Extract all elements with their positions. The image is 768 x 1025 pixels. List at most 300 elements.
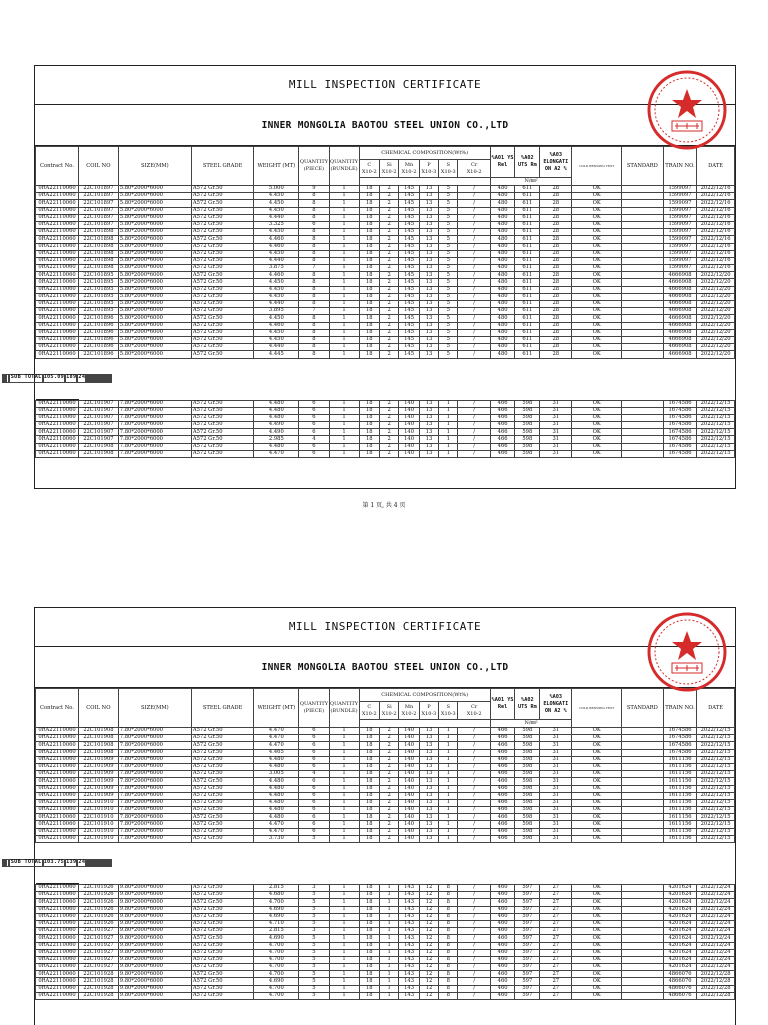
table-cell: A572 Gr.50 xyxy=(191,257,253,264)
table-cell xyxy=(621,301,663,308)
table-cell: 4.710 xyxy=(254,920,299,927)
table-cell: 31 xyxy=(540,414,572,421)
table-cell: 140 xyxy=(399,414,419,421)
table-cell: 28 xyxy=(540,315,572,322)
unit-label: N/㎜² xyxy=(490,720,572,728)
table-cell: 1599097 xyxy=(663,257,696,264)
table-cell: 466 xyxy=(490,756,515,763)
table-cell: 3 xyxy=(299,928,329,935)
table-cell: / xyxy=(458,236,490,243)
table-cell: 145 xyxy=(399,250,419,257)
table-cell: 22C101907 xyxy=(79,407,119,414)
table-cell: 22C101908 xyxy=(79,742,119,749)
table-cell xyxy=(621,443,663,450)
table-cell: 3.895 xyxy=(254,308,299,315)
table-cell: 4.700 xyxy=(254,899,299,906)
table-cell: 466 xyxy=(490,742,515,749)
table-cell: 598 xyxy=(515,407,540,414)
table-cell: 22C101898 xyxy=(79,243,119,250)
table-cell: 466 xyxy=(490,792,515,799)
table-cell: / xyxy=(458,899,490,906)
table-cell: 598 xyxy=(515,735,540,742)
table-cell: 597 xyxy=(515,906,540,913)
table-cell: 1 xyxy=(329,450,359,457)
table-cell: 1 xyxy=(439,414,458,421)
table-cell: 140 xyxy=(399,735,419,742)
table-cell: 13 xyxy=(419,828,438,835)
table-cell: 4666908 xyxy=(663,322,696,329)
table-cell: 1 xyxy=(380,928,399,935)
table-cell: OK xyxy=(572,200,621,207)
table-cell: / xyxy=(458,735,490,742)
table-cell: 0RA22110060 xyxy=(36,407,79,414)
col-coil: COIL NO xyxy=(79,689,119,728)
table-cell: 1 xyxy=(329,949,359,956)
table-cell: 2022/12/20 xyxy=(697,308,735,315)
table-cell: 2 xyxy=(380,322,399,329)
table-cell: 22C101895 xyxy=(79,286,119,293)
table-cell: 18 xyxy=(359,978,379,985)
table-cell: 12 xyxy=(419,971,438,978)
table-cell: 1 xyxy=(329,243,359,250)
table-cell: 12 xyxy=(419,892,438,899)
table-cell: 4.450 xyxy=(254,315,299,322)
table-cell: 611 xyxy=(515,186,540,193)
table-cell: 22C101895 xyxy=(79,279,119,286)
table-cell: 0RA22110060 xyxy=(36,422,79,429)
table-cell: 1 xyxy=(439,807,458,814)
table-cell: 1 xyxy=(439,407,458,414)
table-cell: 143 xyxy=(399,964,419,971)
table-cell: / xyxy=(458,286,490,293)
table-cell: 2022/12/24 xyxy=(697,920,735,927)
table-cell: 0RA22110060 xyxy=(36,728,79,735)
table-cell xyxy=(621,257,663,264)
unit-label: N/㎜² xyxy=(490,178,572,186)
table-cell: 5 xyxy=(439,265,458,272)
table-cell: OK xyxy=(572,193,621,200)
table-cell: 597 xyxy=(515,985,540,992)
table-cell xyxy=(621,200,663,207)
table-cell: 13 xyxy=(419,243,438,250)
table-cell: 5 xyxy=(439,301,458,308)
table-cell xyxy=(621,920,663,927)
table-cell: 13 xyxy=(419,735,438,742)
table-cell: / xyxy=(458,828,490,835)
table-cell: 145 xyxy=(399,265,419,272)
table-cell: 1674586 xyxy=(663,742,696,749)
table-cell: 27 xyxy=(540,971,572,978)
table-cell: 1 xyxy=(329,236,359,243)
table-cell: 1 xyxy=(439,429,458,436)
table-cell: 1674586 xyxy=(663,414,696,421)
table-cell: 140 xyxy=(399,821,419,828)
table-cell: 18 xyxy=(359,279,379,286)
table-cell: 5.80*2000*6000 xyxy=(118,243,191,250)
table-cell: 2022/12/15 xyxy=(697,443,735,450)
table-cell: 9.80*2000*6000 xyxy=(118,935,191,942)
table-cell: 2022/12/20 xyxy=(697,315,735,322)
table-cell: 0RA22110060 xyxy=(36,329,79,336)
table-cell: 145 xyxy=(399,257,419,264)
table-cell: 8 xyxy=(299,272,329,279)
table-cell: A572 Gr.50 xyxy=(191,956,253,963)
table-cell: 480 xyxy=(490,336,515,343)
table-cell: 5 xyxy=(439,250,458,257)
table-cell: 611 xyxy=(515,344,540,351)
table-cell: 18 xyxy=(359,763,379,770)
table-cell: 8 xyxy=(439,971,458,978)
table-cell: 7.80*2000*6000 xyxy=(118,735,191,742)
table-cell: 5 xyxy=(299,985,329,992)
table-cell: 18 xyxy=(359,956,379,963)
table-cell: 13 xyxy=(419,821,438,828)
table-cell: 139 xyxy=(65,859,77,867)
table-cell: 140 xyxy=(399,749,419,756)
table-cell: 597 xyxy=(515,949,540,956)
table-cell: 145 xyxy=(399,243,419,250)
table-cell: 1611156 xyxy=(663,778,696,785)
table-cell: 140 xyxy=(399,422,419,429)
table-cell: 1 xyxy=(329,749,359,756)
table-cell: 4866076 xyxy=(663,971,696,978)
table-cell: 598 xyxy=(515,422,540,429)
table-cell xyxy=(621,308,663,315)
table-cell: OK xyxy=(572,236,621,243)
table-cell: 466 xyxy=(490,422,515,429)
table-cell: 8 xyxy=(299,322,329,329)
table-cell: 145 xyxy=(399,293,419,300)
col-yield: %A01 YS Rel xyxy=(490,147,515,178)
table-cell: 31 xyxy=(540,778,572,785)
table-cell: 1 xyxy=(329,971,359,978)
table-cell: 28 xyxy=(540,329,572,336)
col-yield: %A01 YS Rel xyxy=(490,689,515,720)
table-cell: / xyxy=(458,414,490,421)
table-cell: 13 xyxy=(419,742,438,749)
table-cell: 611 xyxy=(515,322,540,329)
table-cell: 18 xyxy=(359,964,379,971)
table-cell: 598 xyxy=(515,828,540,835)
table-cell: 18 xyxy=(359,971,379,978)
table-cell: 22C101898 xyxy=(79,236,119,243)
table-cell: 480 xyxy=(490,279,515,286)
table-cell: 22C101926 xyxy=(79,913,119,920)
table-cell: 1 xyxy=(380,964,399,971)
table-cell: 143 xyxy=(399,956,419,963)
table-cell: 145 xyxy=(399,336,419,343)
table-cell xyxy=(621,749,663,756)
table-cell: 1599097 xyxy=(663,250,696,257)
table-cell: 22C101908 xyxy=(79,728,119,735)
table-cell: 2022/12/15 xyxy=(697,821,735,828)
table-cell: 28 xyxy=(540,279,572,286)
table-row xyxy=(36,742,735,749)
table-cell: 5.80*2000*6000 xyxy=(118,322,191,329)
table-cell: 611 xyxy=(515,265,540,272)
table-cell: 13 xyxy=(419,778,438,785)
col-size: SIZE(MM) xyxy=(118,689,191,728)
table-cell: OK xyxy=(572,899,621,906)
table-cell: 31 xyxy=(540,821,572,828)
table-cell: 4.450 xyxy=(254,229,299,236)
table-cell: 8 xyxy=(299,214,329,221)
table-cell: 27 xyxy=(540,985,572,992)
company-name: INNER MONGOLIA BAOTOU STEEL UNION CO.,LTD xyxy=(35,647,735,688)
table-cell: A572 Gr.50 xyxy=(191,279,253,286)
table-cell: SUB TOTAL xyxy=(9,859,43,867)
table-row xyxy=(36,200,735,207)
table-cell: OK xyxy=(572,828,621,835)
table-cell: A572 Gr.50 xyxy=(191,756,253,763)
table-cell: 5 xyxy=(439,329,458,336)
table-cell: OK xyxy=(572,785,621,792)
table-cell: 0RA22110060 xyxy=(36,821,79,828)
table-cell: A572 Gr.50 xyxy=(191,978,253,985)
table-cell: 1 xyxy=(329,279,359,286)
table-cell: 460 xyxy=(490,899,515,906)
table-cell xyxy=(621,814,663,821)
table-cell: 466 xyxy=(490,407,515,414)
table-cell: OK xyxy=(572,749,621,756)
table-cell: 2 xyxy=(380,200,399,207)
table-cell: A572 Gr.50 xyxy=(191,763,253,770)
table-cell: 22C101907 xyxy=(79,436,119,443)
table-cell: 2 xyxy=(380,828,399,835)
table-cell: A572 Gr.50 xyxy=(191,200,253,207)
table-cell: OK xyxy=(572,214,621,221)
table-cell: 2 xyxy=(380,450,399,457)
table-cell: 18 xyxy=(359,308,379,315)
table-cell: 4201624 xyxy=(663,892,696,899)
table-cell: 7.80*2000*6000 xyxy=(118,799,191,806)
col-grade: STEEL GRADE xyxy=(191,689,253,728)
table-cell: 2 xyxy=(380,436,399,443)
table-cell: 8 xyxy=(439,949,458,956)
table-cell: / xyxy=(458,956,490,963)
table-cell: 4.460 xyxy=(254,236,299,243)
table-cell: 1 xyxy=(380,942,399,949)
table-cell: 18 xyxy=(359,899,379,906)
table-cell: 1 xyxy=(329,200,359,207)
table-cell: 0RA22110060 xyxy=(36,229,79,236)
table-cell: 22C101928 xyxy=(79,971,119,978)
table-cell: 13 xyxy=(419,799,438,806)
table-cell: 18 xyxy=(359,735,379,742)
table-cell: 1 xyxy=(439,828,458,835)
table-cell: 4666908 xyxy=(663,344,696,351)
table-cell: 7.80*2000*6000 xyxy=(118,821,191,828)
table-cell: 4.480 xyxy=(254,400,299,407)
table-cell: OK xyxy=(572,778,621,785)
table-cell: 8 xyxy=(299,257,329,264)
table-cell: 1 xyxy=(380,949,399,956)
table-cell: 5 xyxy=(299,913,329,920)
col-contract: Contract No. xyxy=(36,689,79,728)
table-cell: 2 xyxy=(380,821,399,828)
table-cell: 4.440 xyxy=(254,214,299,221)
table-cell: 611 xyxy=(515,193,540,200)
table-cell: OK xyxy=(572,243,621,250)
table-cell: 2022/12/15 xyxy=(697,828,735,835)
table-cell: A572 Gr.50 xyxy=(191,906,253,913)
table-cell xyxy=(621,964,663,971)
col-elong: %A03 ELONGATI ON A2 % xyxy=(540,147,572,178)
table-cell: 466 xyxy=(490,799,515,806)
table-cell: 9.80*2000*6000 xyxy=(118,985,191,992)
table-cell: 2022/12/15 xyxy=(697,771,735,778)
table-cell: / xyxy=(458,293,490,300)
table-cell: / xyxy=(458,964,490,971)
table-cell: 27 xyxy=(540,892,572,899)
table-cell: 0RA22110060 xyxy=(36,749,79,756)
table-cell: / xyxy=(458,785,490,792)
table-cell: OK xyxy=(572,906,621,913)
table-cell: 7.80*2000*6000 xyxy=(118,436,191,443)
table-cell: A572 Gr.50 xyxy=(191,301,253,308)
table-cell: 0RA22110060 xyxy=(36,301,79,308)
table-cell: 4.450 xyxy=(254,250,299,257)
table-cell: / xyxy=(458,250,490,257)
table-cell: 0RA22110060 xyxy=(36,956,79,963)
table-cell: 140 xyxy=(399,756,419,763)
table-cell: 12 xyxy=(419,885,438,892)
table-cell: 143 xyxy=(399,899,419,906)
table-cell: 1 xyxy=(439,436,458,443)
table-cell: 27 xyxy=(540,992,572,999)
table-cell: 22C101896 xyxy=(79,329,119,336)
table-cell: 1611156 xyxy=(663,799,696,806)
table-cell: 18 xyxy=(359,792,379,799)
table-cell: 6 xyxy=(299,742,329,749)
table-cell: 5 xyxy=(299,920,329,927)
table-cell: 4.700 xyxy=(254,992,299,999)
table-cell: 140 xyxy=(399,792,419,799)
table-cell xyxy=(621,821,663,828)
table-cell: 2 xyxy=(380,207,399,214)
table-cell: 4.690 xyxy=(254,935,299,942)
table-cell: 6 xyxy=(299,429,329,436)
table-cell: 611 xyxy=(515,279,540,286)
table-cell: 8 xyxy=(439,985,458,992)
table-cell: 22C101910 xyxy=(79,835,119,842)
table-cell: 1 xyxy=(329,250,359,257)
table-cell: 2022/12/16 xyxy=(697,186,735,193)
table-cell: 140 xyxy=(399,443,419,450)
table-cell: 1 xyxy=(439,735,458,742)
table-cell xyxy=(110,374,112,382)
table-cell: 22C101907 xyxy=(79,429,119,436)
table-cell: 1 xyxy=(329,956,359,963)
table-cell: 1 xyxy=(329,885,359,892)
table-cell: 2 xyxy=(380,814,399,821)
table-cell: / xyxy=(458,728,490,735)
table-cell: 1674586 xyxy=(663,728,696,735)
table-cell: 2 xyxy=(380,742,399,749)
table-cell: / xyxy=(458,214,490,221)
table-cell: OK xyxy=(572,293,621,300)
table-cell: 597 xyxy=(515,935,540,942)
table-cell: 8 xyxy=(299,336,329,343)
table-cell: OK xyxy=(572,450,621,457)
table-cell: 18 xyxy=(359,214,379,221)
table-cell xyxy=(621,186,663,193)
table-body-2 xyxy=(10,727,735,1000)
table-cell: OK xyxy=(572,436,621,443)
table-cell: 31 xyxy=(540,799,572,806)
table-cell: 145 xyxy=(399,308,419,315)
table-cell: 22C101910 xyxy=(79,814,119,821)
table-cell: 598 xyxy=(515,742,540,749)
table-cell: 1 xyxy=(329,913,359,920)
table-cell: 5.80*2000*6000 xyxy=(118,315,191,322)
table-cell: 4201624 xyxy=(663,899,696,906)
col-qty-bundle: QUANTITY (BUNDLE) xyxy=(329,147,359,186)
table-cell: 1 xyxy=(329,229,359,236)
table-cell xyxy=(621,785,663,792)
table-cell: 460 xyxy=(490,920,515,927)
table-cell: 22C101908 xyxy=(79,450,119,457)
table-cell: 5.80*2000*6000 xyxy=(118,207,191,214)
table-cell: 1 xyxy=(329,728,359,735)
table-cell: 2022/12/16 xyxy=(697,250,735,257)
table-cell: 2022/12/15 xyxy=(697,778,735,785)
table-cell xyxy=(621,279,663,286)
table-cell: 5.80*2000*6000 xyxy=(118,236,191,243)
table-cell: 0RA22110060 xyxy=(36,971,79,978)
table-cell: 143 xyxy=(399,992,419,999)
table-cell: OK xyxy=(572,400,621,407)
table-cell: 2022/12/15 xyxy=(697,400,735,407)
table-cell: 1 xyxy=(329,207,359,214)
table-cell: 2022/12/16 xyxy=(697,221,735,228)
table-cell: 18 xyxy=(359,928,379,935)
table-cell: 4.440 xyxy=(254,257,299,264)
table-cell: 4201624 xyxy=(663,906,696,913)
table-cell: A572 Gr.50 xyxy=(191,400,253,407)
table-cell: 466 xyxy=(490,414,515,421)
table-cell: A572 Gr.50 xyxy=(191,286,253,293)
table-cell: 7.80*2000*6000 xyxy=(118,792,191,799)
table-cell: A572 Gr.50 xyxy=(191,928,253,935)
table-cell: 1 xyxy=(329,899,359,906)
table-cell: 2022/12/15 xyxy=(697,407,735,414)
table-cell: 0RA22110060 xyxy=(36,214,79,221)
table-cell: 22C101926 xyxy=(79,892,119,899)
table-cell: A572 Gr.50 xyxy=(191,422,253,429)
table-cell: 1 xyxy=(380,906,399,913)
table-cell: 1611156 xyxy=(663,785,696,792)
table-cell: OK xyxy=(572,301,621,308)
table-cell: 597 xyxy=(515,956,540,963)
table-cell: 18 xyxy=(359,906,379,913)
table-cell: 597 xyxy=(515,913,540,920)
table-cell: 1 xyxy=(329,807,359,814)
table-cell: 4.700 xyxy=(254,971,299,978)
table-cell: 18 xyxy=(359,200,379,207)
table-cell: 145 xyxy=(399,186,419,193)
table-row xyxy=(36,229,735,236)
table-cell: 4201624 xyxy=(663,913,696,920)
table-cell: 31 xyxy=(540,756,572,763)
table-cell: 18 xyxy=(359,728,379,735)
table-cell: 8 xyxy=(439,956,458,963)
table-cell: OK xyxy=(572,799,621,806)
table-cell: A572 Gr.50 xyxy=(191,799,253,806)
table-cell: 0RA22110060 xyxy=(36,785,79,792)
table-cell: / xyxy=(458,792,490,799)
table-cell: 18 xyxy=(359,920,379,927)
